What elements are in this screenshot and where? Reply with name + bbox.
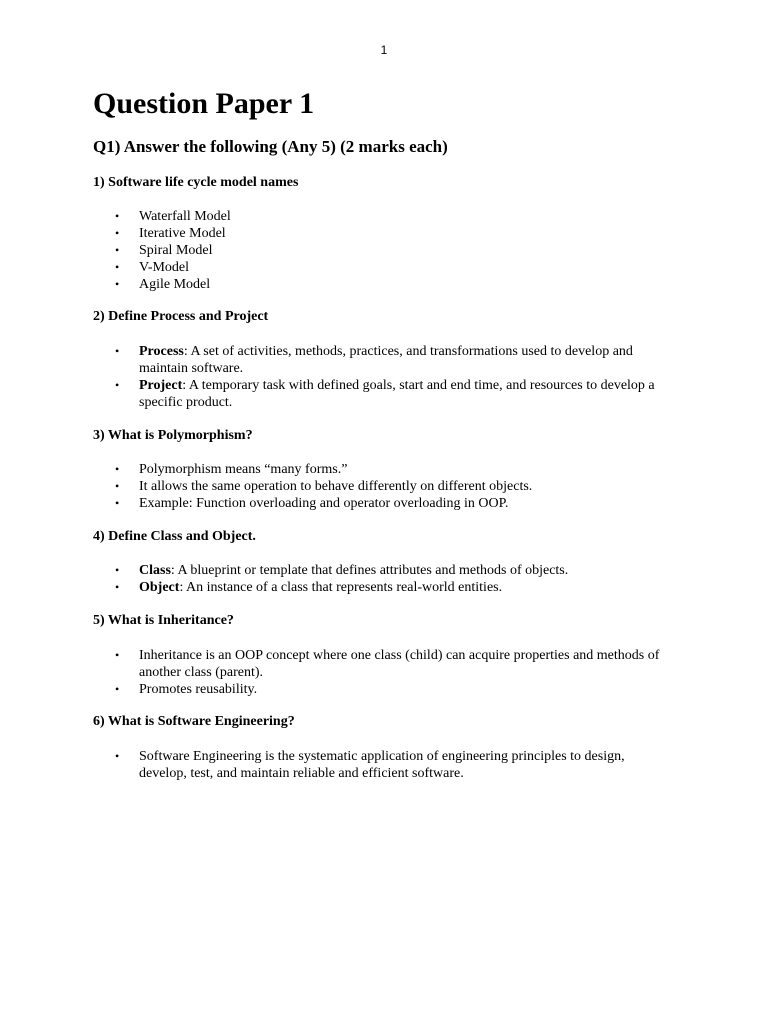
- list-item: [93, 242, 673, 259]
- item-text: It allows the same operation to behave differently on different objects.: [139, 479, 533, 494]
- item-text: : A set of activities, methods, practices, and transformations used to develop and maintain software.: [139, 344, 633, 376]
- item-text: Agile Model: [139, 277, 211, 292]
- question-6-heading: 6) What is Software Engineering?: [93, 714, 295, 729]
- item-text: Promotes reusability.: [139, 682, 258, 697]
- item-text: Inheritance is an OOP concept where one class (child) can acquire properties and methods of another class (parent).: [139, 648, 660, 680]
- list-item: [93, 208, 673, 225]
- item-text: Polymorphism means “many forms.”: [139, 462, 348, 477]
- item-text: Example: Function overloading and operator overloading in OOP.: [139, 496, 509, 511]
- question-3-list: [93, 461, 673, 512]
- item-text: Waterfall Model: [139, 209, 231, 224]
- item-term: Object: [139, 580, 180, 595]
- question-4-heading: 4) Define Class and Object.: [93, 529, 256, 544]
- question-5-list: [93, 647, 673, 698]
- list-item: [93, 343, 673, 377]
- list-item: [93, 647, 673, 681]
- list-item: [93, 579, 673, 596]
- item-text: : A blueprint or template that defines attributes and methods of objects.: [170, 563, 569, 578]
- item-text: V-Model: [139, 260, 190, 275]
- list-item: [93, 225, 673, 242]
- list-item: [93, 461, 673, 478]
- question-1-heading: 1) Software life cycle model names: [93, 175, 299, 190]
- list-item: [93, 259, 673, 276]
- list-item: [93, 478, 673, 495]
- list-item: [93, 748, 673, 782]
- section-heading: Q1) Answer the following (Any 5) (2 marks each): [93, 137, 448, 156]
- item-term: Class: [139, 563, 171, 578]
- item-text: : A temporary task with defined goals, start and end time, and resources to develop a specific product.: [139, 378, 655, 410]
- item-text: : An instance of a class that represents real-world entities.: [179, 580, 503, 595]
- list-item: [93, 681, 673, 698]
- question-2-list: [93, 343, 673, 411]
- page-number: 1: [380, 43, 388, 57]
- question-4-list: [93, 562, 673, 596]
- item-term: Project: [139, 378, 183, 393]
- item-text: Iterative Model: [139, 226, 226, 241]
- question-1-list: [93, 208, 673, 293]
- question-3-heading: 3) What is Polymorphism?: [93, 428, 253, 443]
- question-6-list: [93, 748, 673, 782]
- list-item: [93, 562, 673, 579]
- question-2-heading: 2) Define Process and Project: [93, 309, 269, 324]
- list-item: [93, 377, 673, 411]
- list-item: [93, 495, 673, 512]
- item-text: Software Engineering is the systematic application of engineering principles to design, develop, test, and maintain reliable and efficient software.: [139, 749, 625, 781]
- item-term: Process: [139, 344, 184, 359]
- document-title: Question Paper 1: [93, 87, 315, 120]
- question-5-heading: 5) What is Inheritance?: [93, 613, 234, 628]
- list-item: [93, 276, 673, 293]
- item-text: Spiral Model: [139, 243, 213, 258]
